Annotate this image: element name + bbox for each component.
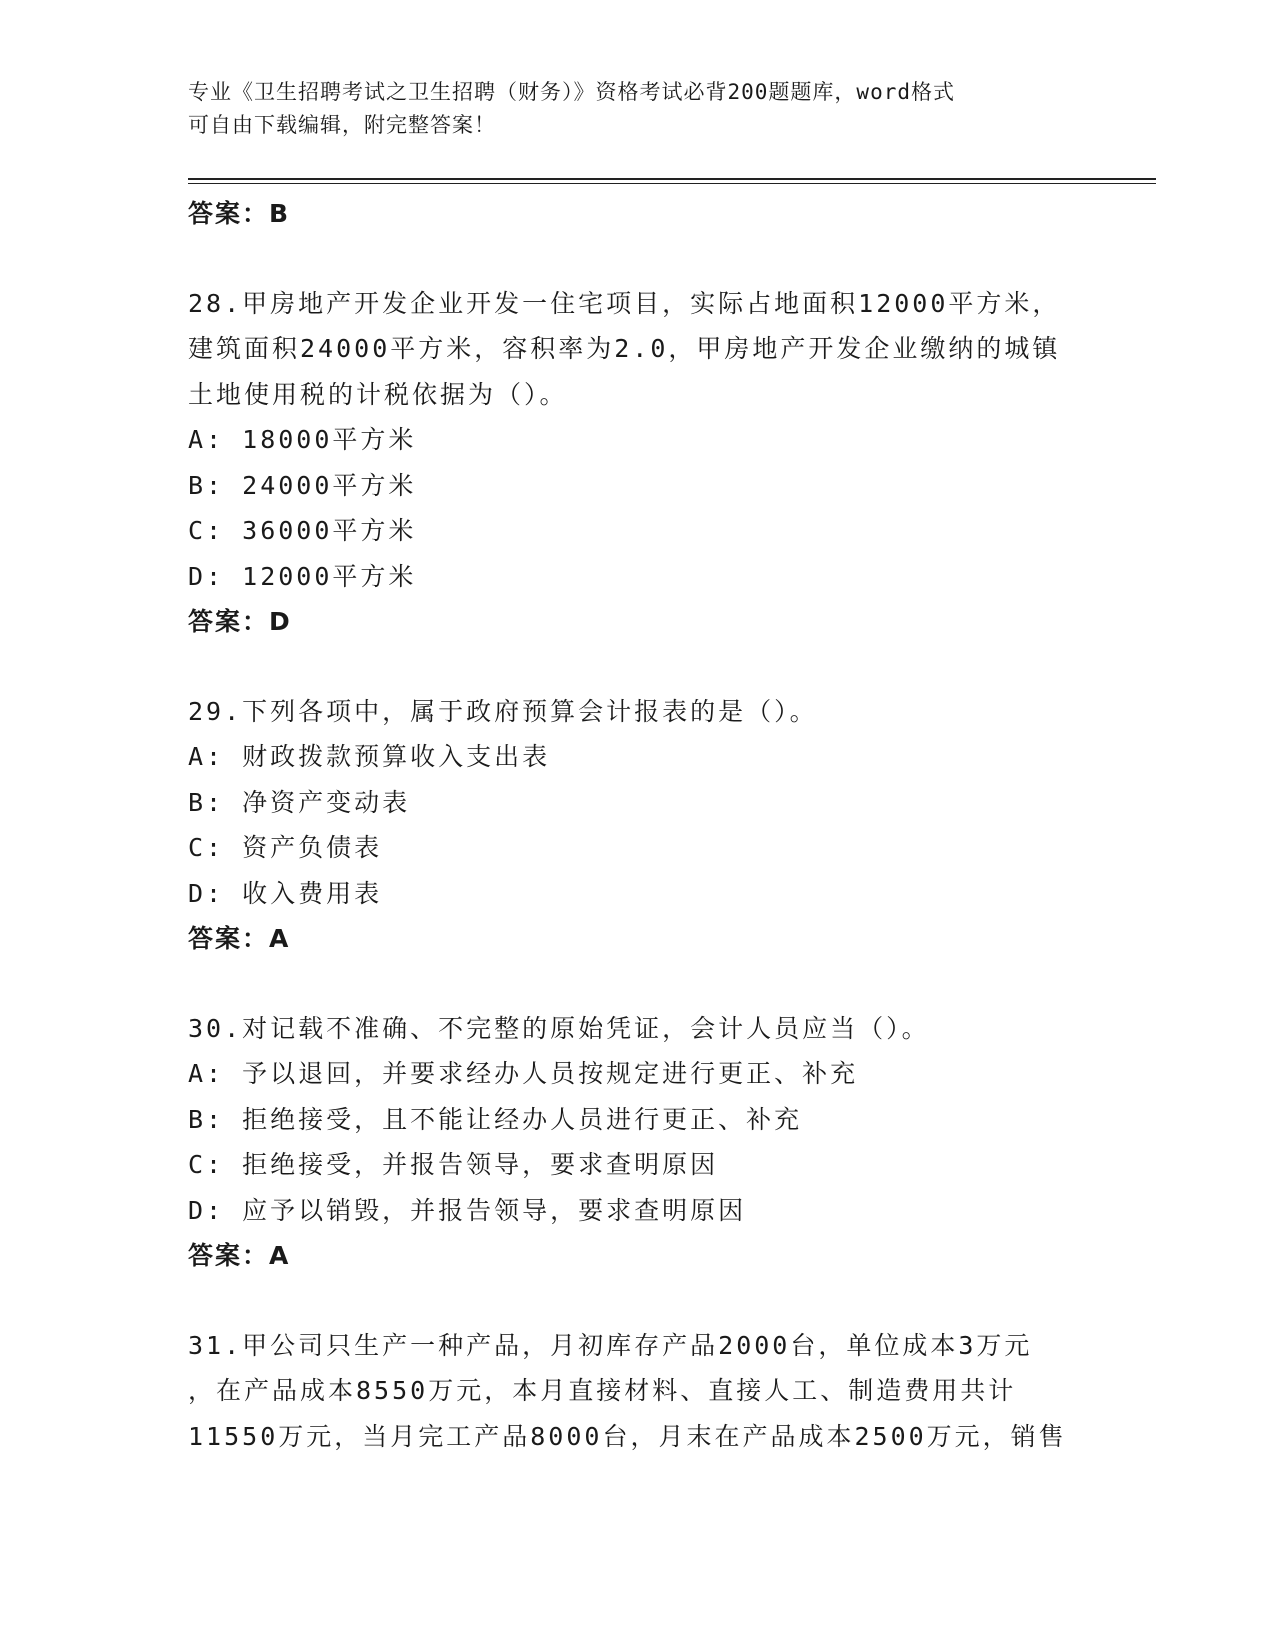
header-line: 可自由下载编辑，附完整答案！ — [188, 113, 496, 137]
question-31 — [188, 1323, 1088, 1460]
answer-line: 答案：A — [188, 1241, 291, 1270]
option-c: C: 资产负债表 — [188, 833, 383, 862]
header-rule — [188, 178, 1156, 180]
header-rule-thin — [188, 183, 1156, 184]
question-text: 28.甲房地产开发企业开发一住宅项目，实际占地面积12000平方米， — [188, 288, 1061, 318]
option-b: B: 净资产变动表 — [188, 787, 411, 817]
spacer — [188, 645, 1088, 689]
answer-line: 答案：B — [188, 199, 291, 228]
question-text: ，在产品成本8550万元，本月直接材料、直接人工、制造费用共计 — [188, 1376, 1017, 1405]
option-b: B: 24000平方米 — [188, 470, 417, 500]
header-line: 专业《卫生招聘考试之卫生招聘（财务）》资格考试必背200题题库，word格式 — [188, 80, 955, 104]
question-text: 30.对记载不准确、不完整的原始凭证，会计人员应当（）。 — [188, 1013, 930, 1043]
document-body — [188, 191, 1088, 1459]
option-d: D: 收入费用表 — [188, 878, 383, 908]
option-c: C: 拒绝接受，并报告领导，要求查明原因 — [188, 1150, 719, 1179]
question-text: 建筑面积24000平方米，容积率为2.0，甲房地产开发企业缴纳的城镇 — [188, 334, 1061, 363]
question-text: 11550万元，当月完工产品8000台，月末在产品成本2500万元，销售 — [188, 1421, 1067, 1451]
document-header — [188, 76, 1088, 142]
question-text: 土地使用税的计税依据为（）。 — [188, 379, 568, 409]
spacer — [188, 237, 1088, 281]
option-d: D: 应予以销毁，并报告领导，要求查明原因 — [188, 1195, 747, 1225]
option-d: D: 12000平方米 — [188, 561, 417, 591]
option-a: A: 财政拨款预算收入支出表 — [188, 742, 551, 771]
question-text: 29.下列各项中，属于政府预算会计报表的是（）。 — [188, 696, 818, 726]
spacer — [188, 1279, 1088, 1323]
option-a: A: 18000平方米 — [188, 425, 417, 454]
question-30 — [188, 1006, 1088, 1279]
option-b: B: 拒绝接受，且不能让经办人员进行更正、补充 — [188, 1104, 803, 1134]
question-text: 31.甲公司只生产一种产品，月初库存产品2000台，单位成本3万元 — [188, 1330, 1033, 1360]
answer-line: 答案：A — [188, 924, 291, 953]
option-a: A: 予以退回，并要求经办人员按规定进行更正、补充 — [188, 1059, 859, 1088]
option-c: C: 36000平方米 — [188, 516, 417, 545]
question-28 — [188, 281, 1088, 645]
spacer — [188, 962, 1088, 1006]
question-29 — [188, 689, 1088, 962]
answer-line: 答案：D — [188, 607, 292, 636]
